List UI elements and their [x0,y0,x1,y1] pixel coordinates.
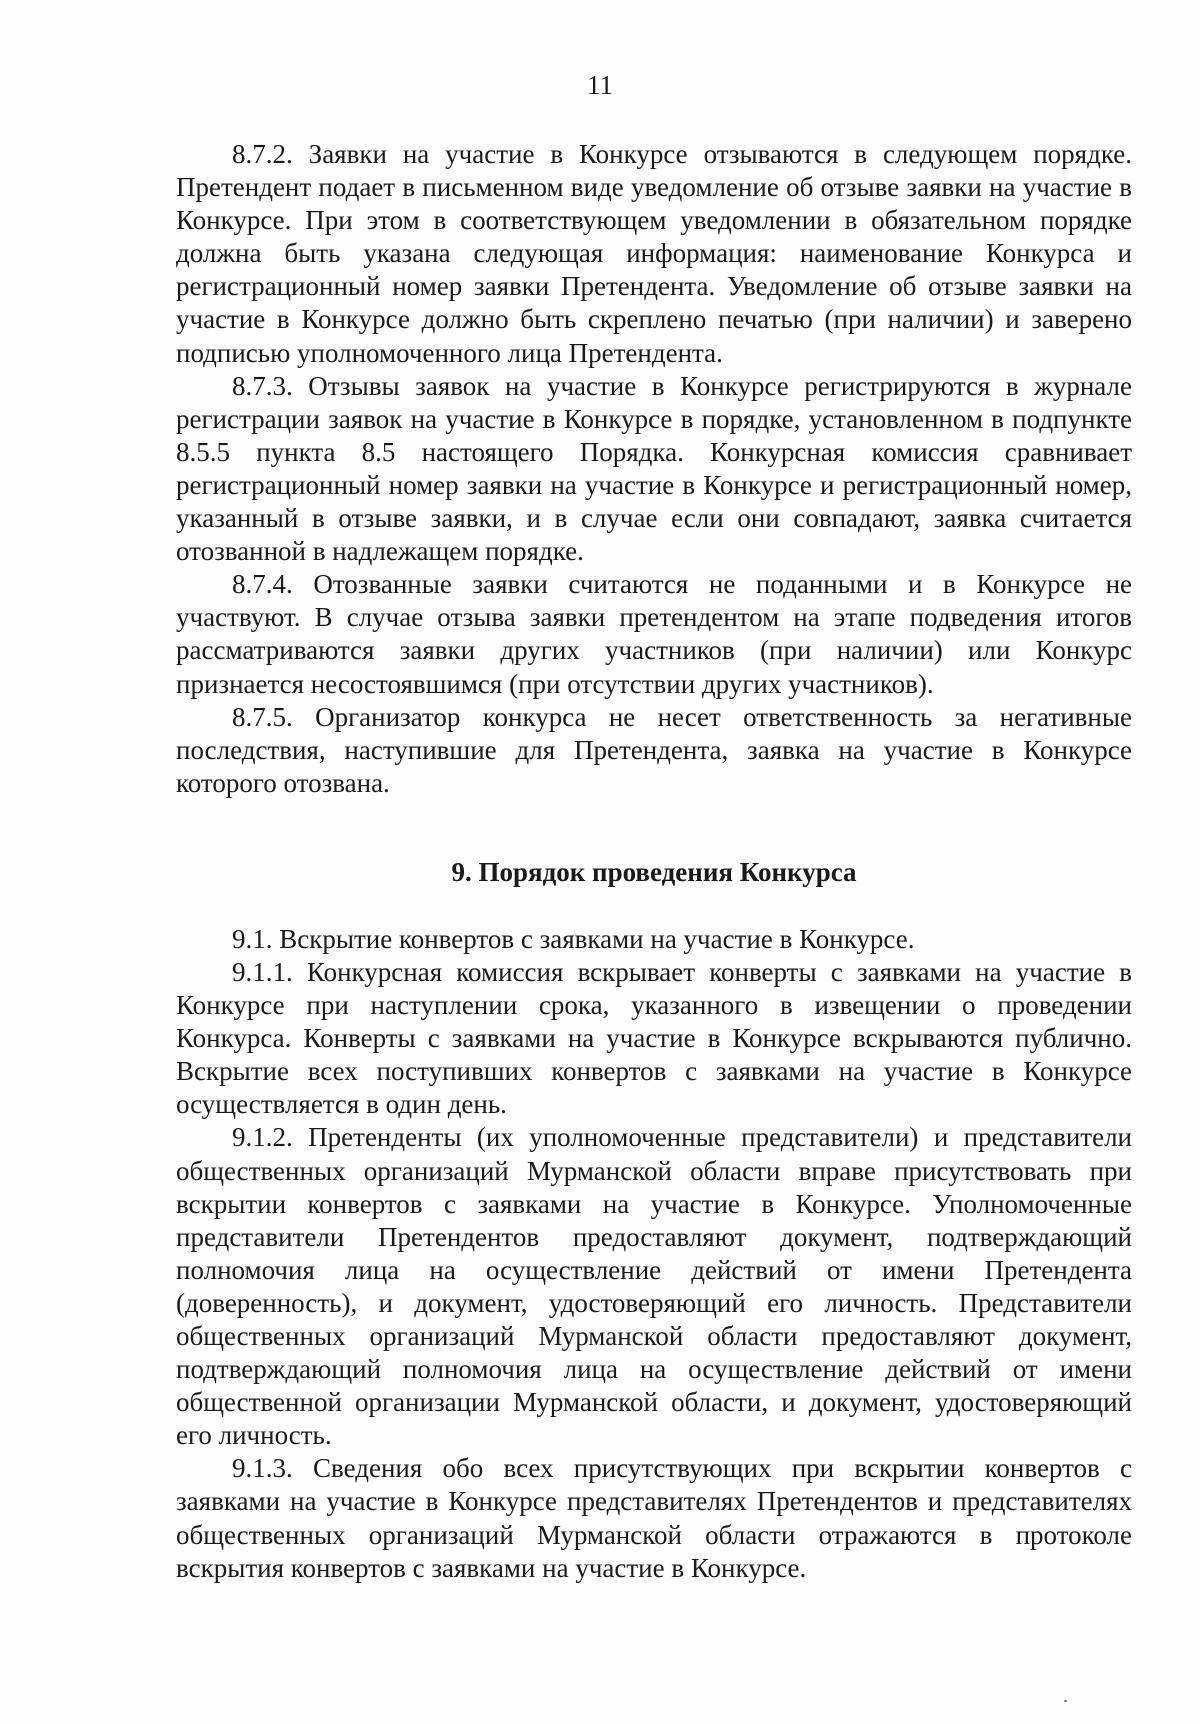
paragraph-9-1-3: 9.1.3. Сведения обо всех присутствующих при вскрытии конвертов с заявками на участие в Конкурсе представителях Претендентов и представителях общественных организаций Мурманской области отражаются в протоколе вскрытия конвертов с заявками на участие в Конкурсе. [176,1453,1132,1583]
section-9-heading: 9. Порядок проведения Конкурса [451,856,857,887]
scan-artifact-dot [1064,1700,1067,1702]
paragraph-9-1-1: 9.1.1. Конкурсная комиссия вскрывает конверты с заявками на участие в Конкурсе при наступлении срока, указанного в извещении о проведении Конкурса. Конверты с заявками на участие в Конкурсе вскрываются публично. Вскрытие всех поступивших конвертов с заявками на участие в Конкурсе осуществляется в один день. [176,956,1132,1120]
paragraph-9-1-2: 9.1.2. Претенденты (их уполномоченные представители) и представители общественных организаций Мурманской области вправе присутствовать при вскрытии конвертов с заявками на участие в Конкурсе. Уполномоченные представители Претендентов предоставляют документ, подтверждающий полномочия лица на осуществление действий от имени Претендента (доверенность), и документ, удостоверяющий его личность. Представители общественных организаций Мурманской области предоставляют документ, подтверждающий полномочия лица на осуществление действий от имени общественной организации Мурманской области, и документ, удостоверяющий его личность. [176,1122,1132,1451]
paragraph-8-7-3: 8.7.3. Отзывы заявок на участие в Конкурсе регистрируются в журнале регистрации заявок на участие в Конкурсе в порядке, установленном в подпункте 8.5.5 пункта 8.5 настоящего Порядка. Конкурсная комиссия сравнивает регистрационный номер заявки на участие в Конкурсе и регистрационный номер, указанный в отзыве заявки, и в случае если они совпадают, заявка считается отозванной в надлежащем порядке. [176,370,1132,567]
paragraph-9-1: 9.1. Вскрытие конвертов с заявками на участие в Конкурсе. [232,923,915,954]
paragraph-8-7-5: 8.7.5. Организатор конкурса не несет ответственность за негативные последствия, наступившие для Претендента, заявка на участие в Конкурсе которого отозвана. [176,701,1132,798]
paragraph-8-7-2: 8.7.2. Заявки на участие в Конкурсе отзываются в следующем порядке. Претендент подает в письменном виде уведомление об отзыве заявки на участие в Конкурсе. При этом в соответствующем уведомлении в обязательном порядке должна быть указана следующая информация: наименование Конкурса и регистрационный номер заявки Претендента. Уведомление об отзыве заявки на участие в Конкурсе должно быть скреплено печатью (при наличии) и заверено подписью уполномоченного лица Претендента. [176,139,1132,368]
paragraph-8-7-4: 8.7.4. Отозванные заявки считаются не поданными и в Конкурсе не участвуют. В случае отзыва заявки претендентом на этапе подведения итогов рассматриваются заявки других участников (при наличии) или Конкурс признается несостоявшимся (при отсутствии других участников). [176,569,1132,699]
page-number: 11 [587,70,613,100]
document-body [176,138,1132,1585]
